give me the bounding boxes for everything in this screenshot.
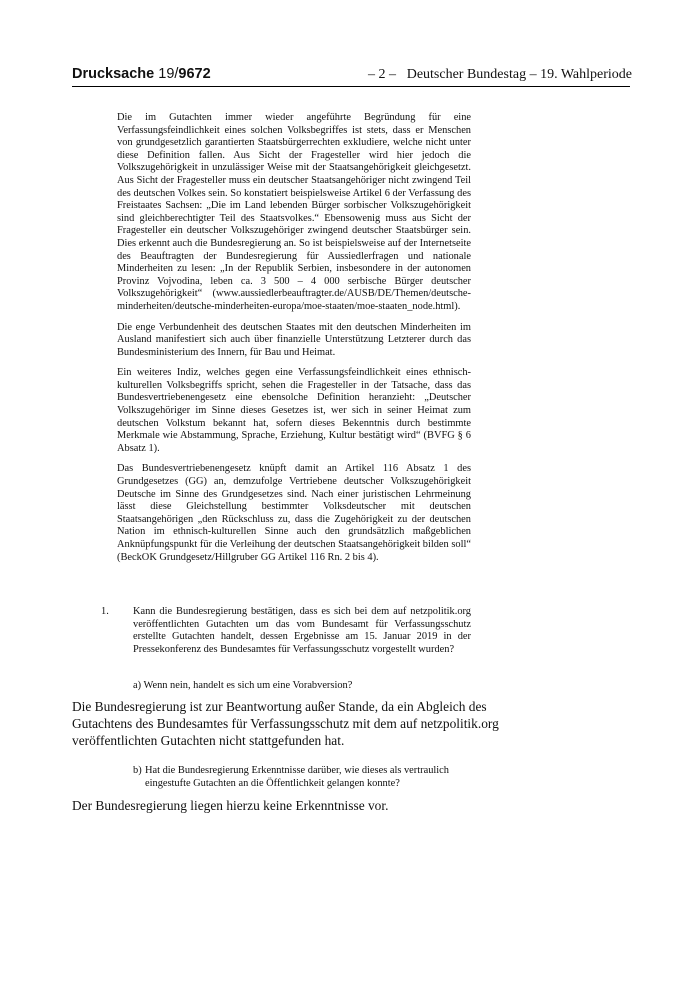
- preamble-paragraph: Die im Gutachten immer wieder angeführte Begründung für eine Verfassungsfeindlichkeit eines solchen Volksbegriffes ist stets, dass er Menschen von grundgesetzlich garantierten Staatsbürgerrechten exkludiere, welche nicht unter diese Definition fallen. Aus Sicht der Fragesteller wird hier jedoch die Volkszugehörigkeit in unzulässiger Weise mit der Staatsangehörigkeit gleichgesetzt. Aus Sicht der Fragesteller muss ein deutscher Staatsangehöriger nicht zwingend Teil des deutschen Volkes sein. So konstatiert beispielsweise Artikel 6 der Verfassung des Freistaates Sachsen: „Die im Land lebenden Bürger sorbischer Volkszugehörigkeit sind gleichberechtigter Teil des Staatsvolkes.“ Ebensowenig muss aus Sicht der Fragesteller ein deutscher Volkszugehöriger zwingend deutscher Staatsbürger sein. Dies erkennt auch die Bundesregierung an. So ist beispielsweise auf der Internetseite des Beauftragten der Bundesregierung für Aussiedlerfragen und nationale Minderheiten zu lesen: „In der Republik Serbien, insbesondere in der autonomen Provinz Vojvodina, leben ca. 3 500 – 4 000 serbische Bürger deutscher Volkszugehörigkeit“ (www.aussiedlerbeauftragter.de/AUSB/DE/Themen/deutsche-minderheiten/deutsche-minderheiten-europa/moe-staaten/moe-staaten_node.html).: [117, 112, 471, 312]
- question-number: 1.: [101, 606, 109, 617]
- doc-number-value: 9672: [178, 66, 211, 82]
- page-header: [72, 66, 632, 86]
- preamble-text: [117, 112, 471, 572]
- document-number: [72, 66, 211, 82]
- question-1a: [133, 680, 473, 693]
- answer-1: Die Bundesregierung ist zur Beantwortung außer Stande, da ein Abgleich des Gutachtens des Bundesamtes für Verfassungsschutz mit dem auf netzpolitik.org veröffentlichten Gutachten nicht stattgefunden hat.: [72, 699, 499, 748]
- answer-2: Der Bundesregierung liegen hierzu keine Erkenntnisse vor.: [72, 798, 389, 813]
- publisher-label: Deutscher Bundestag – 19. Wahlperiode: [406, 67, 632, 82]
- question-label: b): [133, 765, 142, 776]
- question-text: a) Wenn nein, handelt es sich um eine Vorabversion?: [133, 680, 353, 691]
- doc-prefix: 19/: [158, 66, 179, 82]
- doc-label: Drucksache: [72, 66, 155, 82]
- preamble-paragraph: Die enge Verbundenheit des deutschen Staates mit den deutschen Minderheiten im Ausland manifestiert sich auch über finanzielle Unterstützung Letzterer durch das Bundesministerium des Innern, für Bau und Heimat.: [117, 321, 471, 358]
- header-rule: [72, 86, 630, 87]
- page-number: – 2 –: [368, 67, 396, 82]
- preamble-paragraph: Das Bundesvertriebenengesetz knüpft damit an Artikel 116 Absatz 1 des Grundgesetzes (GG) an, demzufolge Vertriebene deutscher Volkszugehörigkeit Deutsche im Sinne des Grundgesetzes sind. Nach einer juristischen Lehrmeinung lässt diese Gleichstellung bestimmter Volksdeutscher mit deutschen Staatsangehörigen „den Rückschluss zu, dass die Zugehörigkeit zu der deutschen Nation im ethnisch-kulturellen Sinne auch den grundsätzlich maßgeblichen Anknüpfungspunkt für die Verleihung der deutschen Staatsangehörigkeit bilden soll“ (BeckOK Grundgesetz/Hillgruber GG Artikel 116 Rn. 2 bis 4).: [117, 463, 471, 563]
- preamble-paragraph: Ein weiteres Indiz, welches gegen eine Verfassungsfeindlichkeit eines ethnisch-kulturellen Volksbegriffs spricht, sehen die Fragesteller in der Tatsache, dass das Bundesvertriebenengesetz eine ebensolche Definition heranzieht: „Deutscher Volkszugehöriger im Sinne dieses Gesetzes ist, wer sich in seiner Heimat zum deutschen Volkstum bekannt hat, sofern dieses Bekenntnis durch bestimmte Merkmale wie Abstammung, Sprache, Erziehung, Kultur bestätigt wird“ (BVFG § 6 Absatz 1).: [117, 367, 471, 454]
- question-text: Kann die Bundesregierung bestätigen, dass es sich bei dem auf netzpolitik.org veröffentlichten Gutachten um das vom Bundesamt für Verfassungsschutz erstellte Gutachten handelt, dessen Ergebnisse am 15. Januar 2019 in der Pressekonferenz des Bundesamtes für Verfassungsschutz vorgestellt wurden?: [133, 606, 471, 655]
- question-text: Hat die Bundesregierung Erkenntnisse darüber, wie dieses als vertraulich eingestufte Gutachten an die Öffentlichkeit gelangen konnte?: [145, 765, 449, 789]
- question-1b: [133, 765, 473, 790]
- question-1: [101, 606, 471, 656]
